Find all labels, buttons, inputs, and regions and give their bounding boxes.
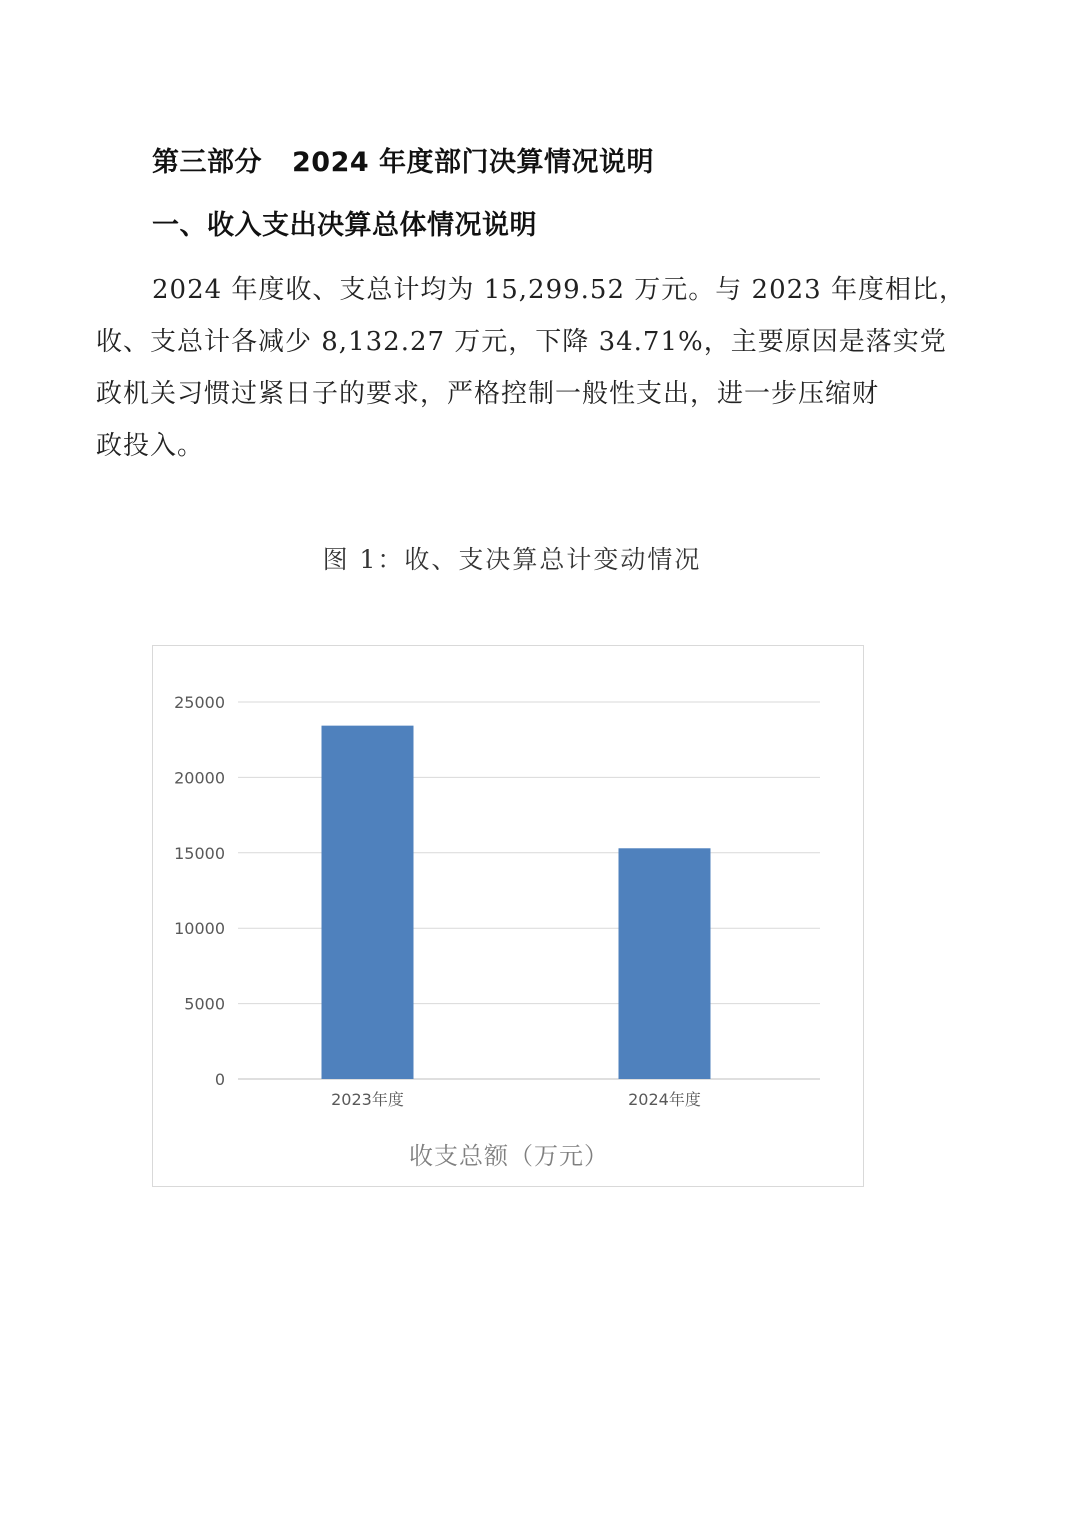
section-heading: 一、收入支出决算总体情况说明 bbox=[152, 210, 537, 241]
x-tick-label: 2024年度 bbox=[628, 1090, 701, 1109]
paragraph-line: 政机关习惯过紧日子的要求，严格控制一般性支出，进一步压缩财 bbox=[96, 379, 880, 409]
paragraph-line: 2024 年度收、支总计均为 15,299.52 万元。与 2023 年度相比， bbox=[152, 275, 966, 305]
part-label: 第三部分 bbox=[152, 147, 262, 178]
bar bbox=[322, 726, 414, 1079]
part-heading bbox=[152, 140, 654, 179]
paragraph-line: 政投入。 bbox=[96, 431, 205, 461]
summary-paragraph bbox=[96, 264, 966, 472]
y-tick-label: 0 bbox=[214, 1070, 225, 1089]
y-tick-label: 15000 bbox=[174, 843, 225, 863]
x-tick-label: 2023年度 bbox=[331, 1090, 404, 1109]
x-axis-title: 收支总额（万元） bbox=[409, 1142, 609, 1170]
bar-chart bbox=[152, 645, 864, 1187]
figure-caption: 图 1：收、支决算总计变动情况 bbox=[322, 545, 702, 574]
chart-canvas bbox=[153, 646, 865, 1188]
part-title: 2024 年度部门决算情况说明 bbox=[292, 147, 655, 178]
y-tick-label: 5000 bbox=[184, 994, 225, 1014]
y-tick-label: 20000 bbox=[174, 768, 225, 788]
y-tick-label: 10000 bbox=[174, 919, 225, 939]
y-tick-label: 25000 bbox=[174, 693, 225, 712]
bar bbox=[619, 848, 711, 1079]
paragraph-line: 收、支总计各减少 8,132.27 万元，下降 34.71%，主要原因是落实党 bbox=[96, 327, 947, 357]
